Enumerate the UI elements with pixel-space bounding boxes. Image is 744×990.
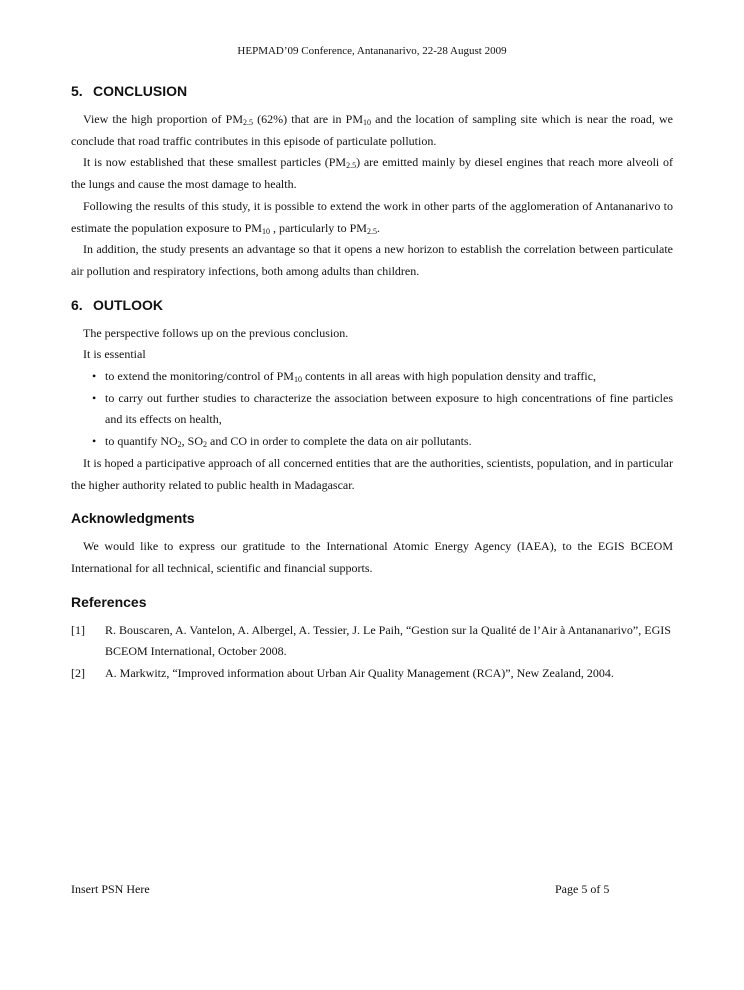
text-run: Following the results of this study, it is possible to extend the work in other parts of the agglomeration of Antananarivo to estimate the population exposure to PM	[71, 198, 673, 235]
conclusion-title: CONCLUSION	[93, 83, 188, 99]
subscript: 10	[363, 118, 372, 127]
conclusion-number: 5.	[71, 83, 83, 99]
reference-item	[71, 620, 673, 663]
conclusion-section	[71, 82, 673, 283]
text-run: It is now established that these smallest particles (PM	[83, 155, 347, 170]
outlook-bullet-list	[71, 366, 673, 453]
subscript: 10	[261, 226, 270, 236]
subscript: 2.5	[346, 161, 357, 171]
text-run: .	[376, 220, 380, 235]
acknowledgments-paragraph: We would like to express our gratitude to the International Atomic Energy Agency (IAEA), to the EGIS BCEOM International for all technical, scientific and financial supports.	[71, 539, 673, 575]
bullet-icon: •	[92, 369, 97, 384]
text-run: ) are emitted mainly by diesel engines that reach more alveoli of the lungs and cause the most damage to health.	[71, 155, 673, 192]
reference-number: [1]	[71, 622, 85, 637]
subscript: 2.5	[242, 118, 253, 127]
text-run: View the high proportion of PM	[83, 112, 243, 126]
references-heading: References	[71, 593, 147, 610]
list-item	[92, 388, 673, 431]
conclusion-heading	[71, 82, 673, 100]
outlook-heading	[71, 296, 673, 314]
text-run: to carry out further studies to characterize the association between exposure to high concentrations of fine particles and its effects on health,	[105, 390, 673, 427]
subscript: 2.5	[366, 226, 377, 236]
reference-number: [2]	[71, 666, 85, 681]
footer-psn: Insert PSN Here	[71, 882, 150, 896]
outlook-title: OUTLOOK	[93, 296, 163, 313]
reference-text: R. Bouscaren, A. Vantelon, A. Albergel, A. Tessier, J. Le Paih, “Gestion sur la Qualité de l’Air à Antananarivo”, EGIS BCEOM International, October 2008.	[105, 622, 671, 659]
running-header: HEPMAD’09 Conference, Antananarivo, 22-28 August 2009	[237, 45, 507, 57]
text-run: contents in all areas with high population density and traffic,	[301, 369, 597, 384]
subscript: 10	[293, 375, 302, 385]
list-item	[92, 366, 673, 388]
conclusion-paragraph-4: In addition, the study presents an advantage so that it opens a new horizon to establish the correlation between particulate air pollution and respiratory infections, both among adults than children.	[71, 242, 673, 278]
outlook-section	[71, 296, 673, 497]
bullet-icon: •	[92, 434, 97, 449]
text-run: to quantify NO	[105, 434, 178, 449]
outlook-paragraph-2: It is essential	[83, 347, 146, 362]
reference-text: A. Markwitz, “Improved information about Urban Air Quality Management (RCA)”, New Zealand, 2004.	[105, 666, 614, 681]
conclusion-paragraph-3	[71, 196, 673, 239]
acknowledgments-section	[71, 509, 673, 579]
bullet-icon: •	[92, 390, 97, 405]
text-run: and the location of sampling site which is near the road, we conclude that road traffic contributes in this episode of particulate pollution.	[71, 112, 673, 148]
subscript: 2	[177, 440, 182, 450]
references-section	[71, 593, 673, 685]
list-item	[92, 431, 673, 453]
page-content	[71, 82, 673, 685]
outlook-paragraph-3: It is hoped a participative approach of all concerned entities that are the authorities, scientists, population, and in particular the higher authority related to public health in Madagascar.	[71, 455, 673, 492]
text-run: and CO in order to complete the data on air pollutants.	[207, 434, 472, 449]
conclusion-paragraph-1	[71, 109, 673, 152]
footer-page-number: Page 5 of 5	[555, 882, 610, 896]
text-run: (62%) that are in PM	[252, 112, 364, 126]
reference-item	[71, 663, 673, 685]
outlook-paragraph-1: The perspective follows up on the previous conclusion.	[83, 325, 349, 340]
outlook-number: 6.	[71, 296, 83, 313]
text-run: , SO	[181, 434, 203, 449]
acknowledgments-heading: Acknowledgments	[71, 510, 195, 527]
text-run: to extend the monitoring/control of PM	[105, 369, 294, 384]
text-run: , particularly to PM	[269, 220, 367, 235]
conclusion-paragraph-2	[71, 152, 673, 195]
subscript: 2	[203, 440, 207, 450]
